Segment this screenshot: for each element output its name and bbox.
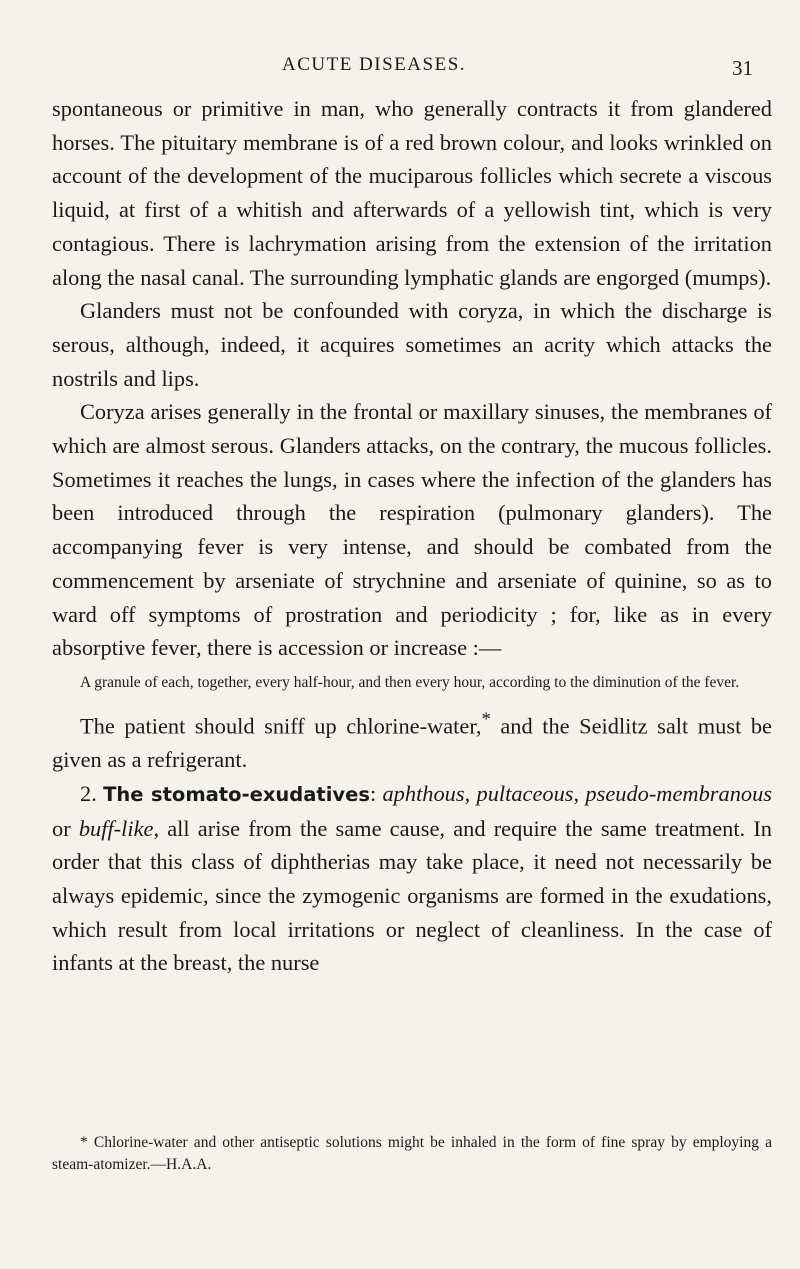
section-number: 2. [80, 780, 97, 806]
paragraph-glanders-vs-coryza: Glanders must not be confounded with coryza, in which the discharge is serous, although, indeed, it acquires sometimes an acrity which attacks the nostrils and lips. [52, 298, 772, 391]
dosage-instruction: A granule of each, together, every half-hour, and then every hour, according to the diminution of the fever. [80, 673, 740, 691]
body-text [52, 92, 772, 980]
paragraph-glanders-continued: spontaneous or primitive in man, who generally contracts it from glandered horses. The pituitary membrane is of a red brown colour, and looks wrinkled on account of the development of the muciparous follicles which secrete a viscous liquid, at first of a whitish and afterwards of a yellowish tint, which is very contagious. There is lachrymation arising from the extension of the irritation along the nasal canal. The surrounding lymphatic glands are engorged (mumps). [52, 96, 772, 290]
section-heading: The stomato-exudatives [103, 782, 370, 806]
term-aphthous: aphthous [382, 780, 465, 806]
footnote [52, 1132, 772, 1176]
footnote-reference: * [481, 708, 491, 730]
footnote-text: Chlorine-water and other antiseptic solutions might be inhaled in the form of fine spray by employing a steam-atomizer.—H.A.A. [52, 1134, 772, 1173]
term-separator: , [573, 780, 586, 806]
stomato-exudatives-text: , all arise from the same cause, and require the same treatment. In order that this class of diphtherias may take place, it need not necessarily be always epidemic, since the zymogenic organisms are formed in the exudations, which result from local irritations or neglect of cleanliness. In the case of infants at the breast, the nurse [52, 815, 772, 976]
term-pseudo-membranous: pseudo-membranous [585, 780, 772, 806]
paragraph-stomato-exudatives [52, 777, 772, 980]
term-buff-like: buff-like [78, 815, 154, 841]
term-separator: , [464, 780, 477, 806]
heading-colon: : [369, 780, 383, 806]
page-header-title: ACUTE DISEASES. [282, 54, 467, 75]
treatment-text-start: The patient should sniff up chlorine-water, [80, 713, 482, 739]
paragraph-coryza: Coryza arises generally in the frontal or maxillary sinuses, the membranes of which are almost serous. Glanders attacks, on the contrary, the mucous follicles. Sometimes it reaches the lungs, in cases where the infection of the glanders has been introduced through the respiration (pulmonary glanders). The accompanying fever is very intense, and should be combated from the commencement by arseniate of strychnine and arseniate of quinine, so as to ward off symptoms of prostration and periodicity ; for, like as in every absorptive fever, there is accession or increase :— [52, 399, 772, 661]
page-number: 31 [732, 56, 753, 80]
term-or: or [52, 815, 79, 841]
footnote-marker: * [80, 1134, 88, 1151]
treatment-text-end: and the Seidlitz salt must be given as a refrigerant. [52, 713, 772, 773]
paragraph-patient-treatment [52, 703, 772, 777]
running-head [0, 54, 800, 82]
term-pultaceous: pultaceous [476, 780, 574, 806]
